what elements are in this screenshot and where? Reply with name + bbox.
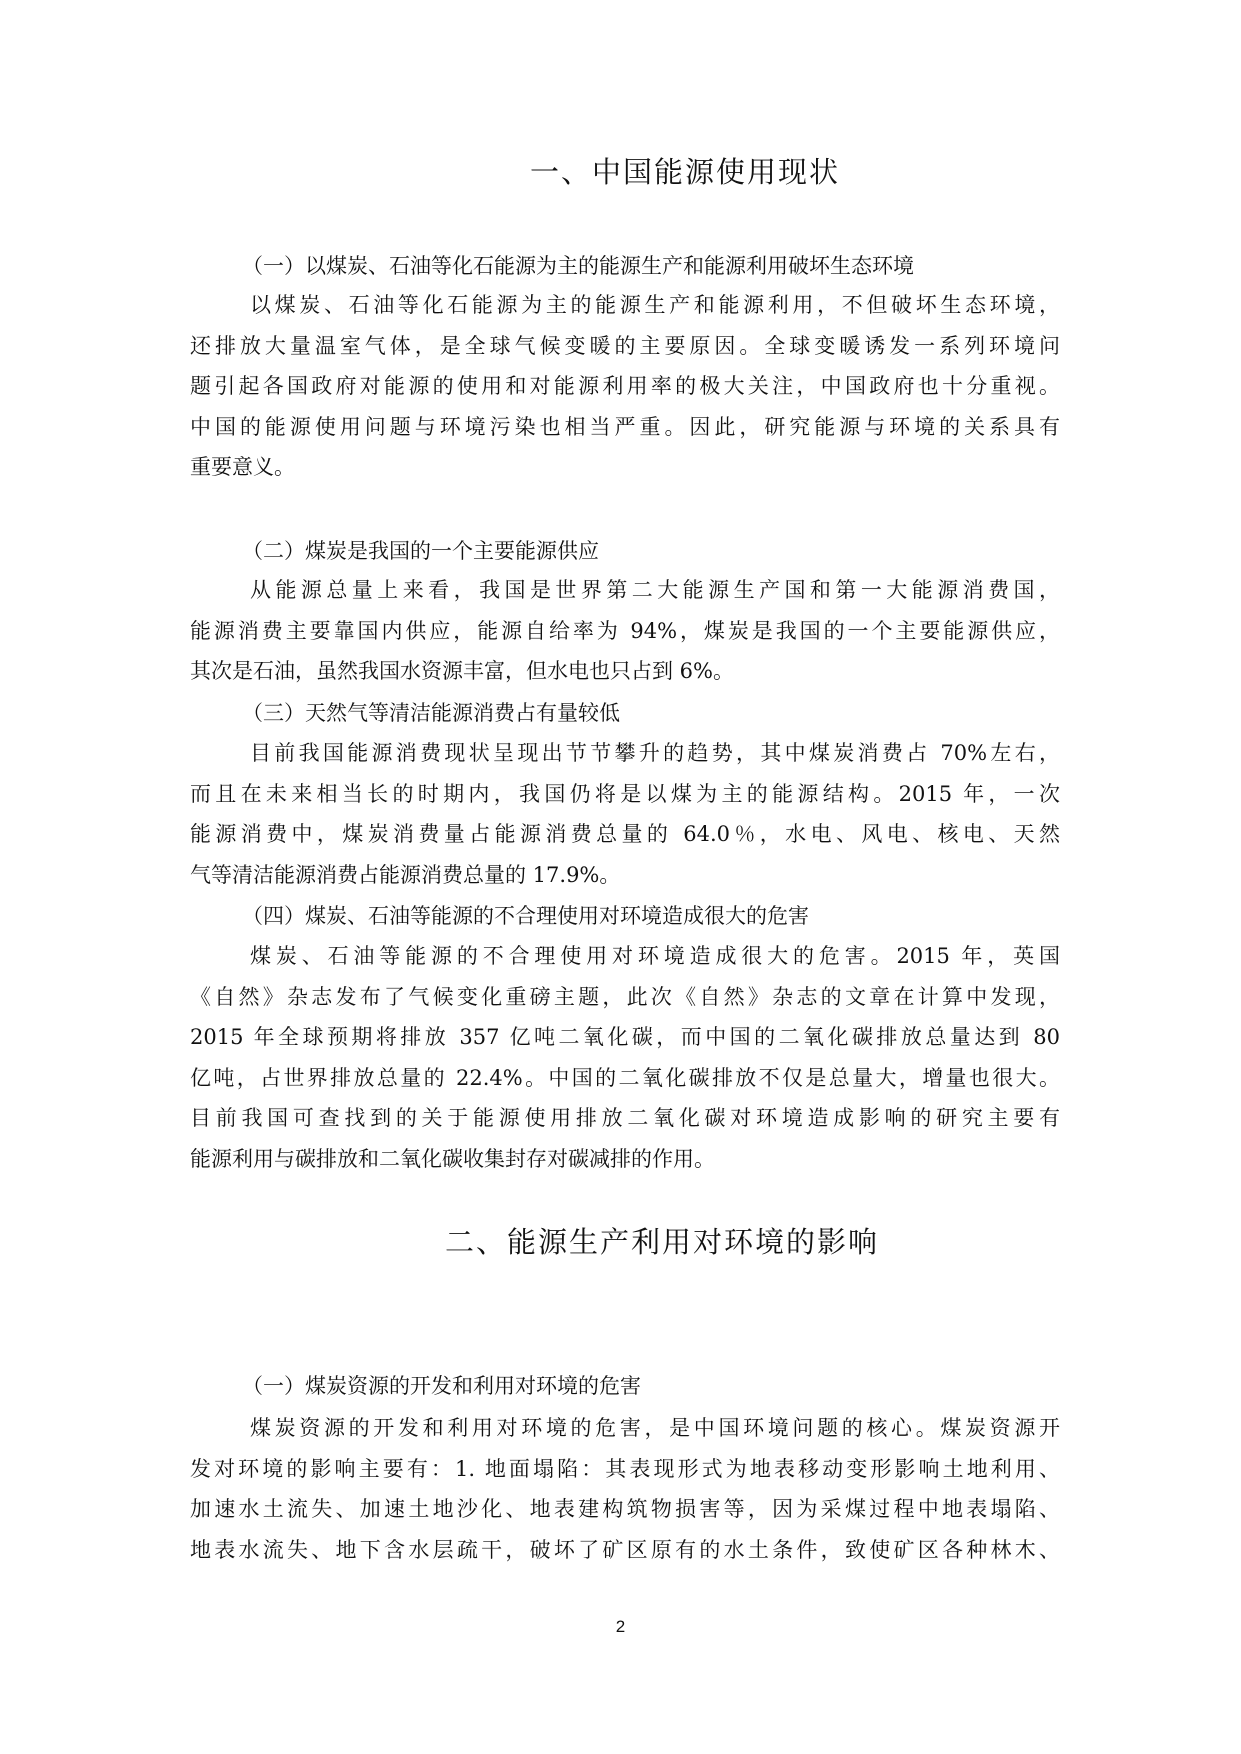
text-line: 能源利用与碳排放和二氧化碳收集封存对碳减排的作用。 [190,1146,715,1171]
text-line: 地表水流失、地下含水层疏干，破坏了矿区原有的水土条件，致使矿区各种林木、 [190,1537,1060,1562]
text-line: 煤炭、石油等能源的不合理使用对环境造成很大的危害。2015 年，英国 [250,944,1060,968]
text-line: 重要意义。 [190,455,295,480]
text-line: 目前我国能源消费现状呈现出节节攀升的趋势，其中煤炭消费占 70%左右， [250,741,1060,765]
section-heading: （一）煤炭资源的开发和利用对环境的危害 [242,1374,641,1398]
page-number: 2 [615,1617,626,1636]
section-heading: （二）煤炭是我国的一个主要能源供应 [242,539,599,563]
chapter-title: 二、能源生产利用对环境的影响 [445,1225,880,1259]
paragraph [190,936,1060,1180]
text-line: 亿吨，占世界排放总量的 22.4%。中国的二氧化碳排放不仅是总量大，增量也很大。 [190,1065,1060,1090]
paragraph [190,1408,1060,1570]
section-heading: （一）以煤炭、石油等化石能源为主的能源生产和能源利用破坏生态环境 [242,254,914,278]
text-line: 其次是石油，虽然我国水资源丰富，但水电也只占到 6%。 [190,659,734,684]
text-line: 能源消费主要靠国内供应，能源自给率为 94%，煤炭是我国的一个主要能源供应， [190,618,1060,643]
text-line: 中国的能源使用问题与环境污染也相当严重。因此，研究能源与环境的关系具有 [190,414,1060,439]
text-line: 2015 年全球预期将排放 357 亿吨二氧化碳，而中国的二氧化碳排放总量达到 80 [190,1025,1060,1050]
chapter-title: 一、中国能源使用现状 [530,155,841,189]
text-line: 还排放大量温室气体，是全球气候变暖的主要原因。全球变暖诱发一系列环境问 [190,333,1060,358]
text-line: 从能源总量上来看，我国是世界第二大能源生产国和第一大能源消费国， [250,578,1060,602]
text-line: 《自然》杂志发布了气候变化重磅主题，此次《自然》杂志的文章在计算中发现， [190,984,1060,1009]
text-line: 气等清洁能源消费占能源消费总量的 17.9%。 [190,862,621,887]
text-line: 能源消费中，煤炭消费量占能源消费总量的 64.0％，水电、风电、核电、天然 [190,822,1060,847]
text-line: 目前我国可查找到的关于能源使用排放二氧化碳对环境造成影响的研究主要有 [190,1106,1060,1131]
section-heading: （三）天然气等清洁能源消费占有量较低 [242,701,620,725]
text-line: 煤炭资源的开发和利用对环境的危害，是中国环境问题的核心。煤炭资源开 [250,1416,1060,1440]
paragraph [190,285,1060,488]
text-line: 题引起各国政府对能源的使用和对能源利用率的极大关注，中国政府也十分重视。 [190,374,1060,399]
section-heading: （四）煤炭、石油等能源的不合理使用对环境造成很大的危害 [242,904,809,928]
paragraph [190,733,1060,895]
paragraph [190,570,1060,692]
text-line: 加速水土流失、加速土地沙化、地表建构筑物损害等，因为采煤过程中地表塌陷、 [190,1497,1060,1522]
text-line: 以煤炭、石油等化石能源为主的能源生产和能源利用，不但破坏生态环境， [250,293,1060,317]
text-line: 而且在未来相当长的时期内，我国仍将是以煤为主的能源结构。2015 年，一次 [190,781,1060,806]
text-line: 发对环境的影响主要有：1. 地面塌陷：其表现形式为地表移动变形影响土地利用、 [190,1456,1060,1481]
